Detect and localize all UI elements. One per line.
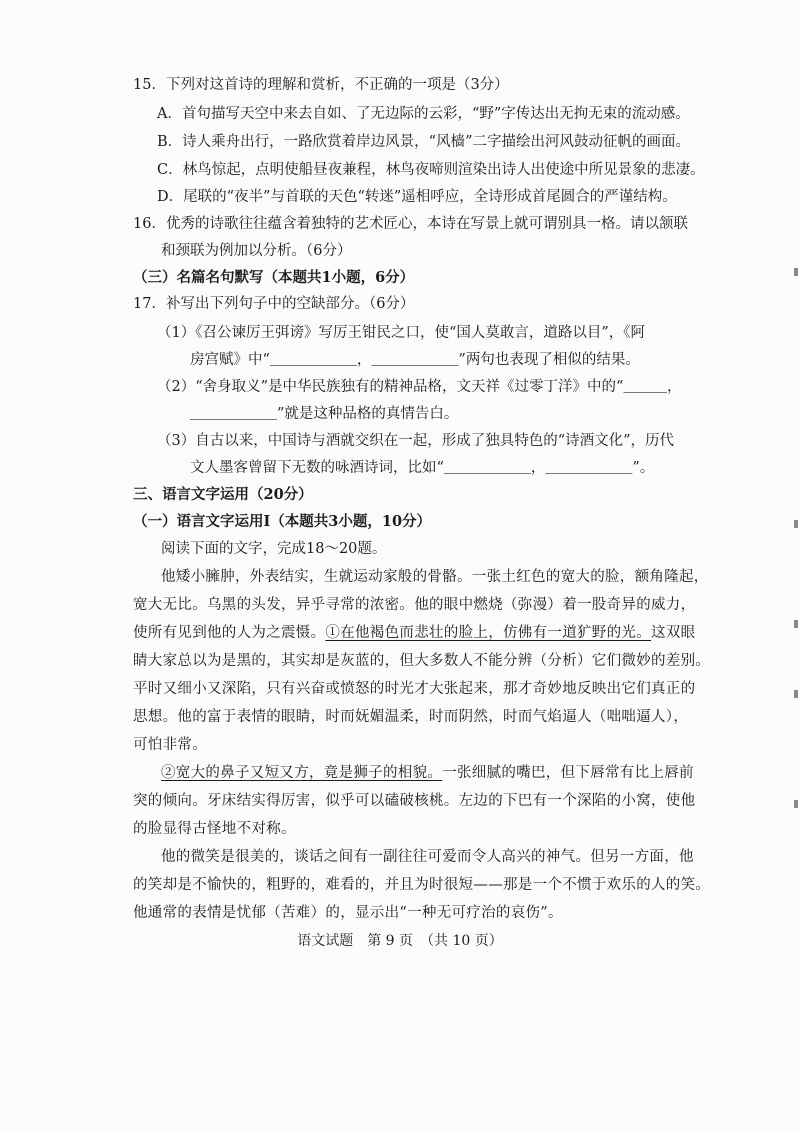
scan-mark bbox=[794, 800, 798, 808]
passage-p1-line3 bbox=[133, 622, 695, 644]
q15-option-b: B．诗人乘舟出行，一路欣赏着岸边风景，“风樯”二字描绘出河风鼓动征帆的画面。 bbox=[157, 134, 690, 150]
scan-mark bbox=[794, 268, 798, 276]
passage-p1-line5: 平时又细小又深陷，只有兴奋或愤怒的时光才大张起来，那才奇妙地反映出它们真正的 bbox=[133, 681, 696, 697]
passage-p1-line2: 宽大无比。乌黑的头发，异乎寻常的浓密。他的眼中燃烧（弥漫）着一股奇异的威力， bbox=[133, 597, 696, 613]
q17-stem: 17．补写出下列句子中的空缺部分。（6分） bbox=[133, 296, 415, 312]
passage-p2-line1 bbox=[161, 762, 694, 784]
part3-heading: 三、语言文字运用（20分） bbox=[133, 486, 313, 503]
scan-mark bbox=[794, 620, 798, 628]
scan-mark bbox=[794, 520, 798, 528]
underlined-sentence-2: ②宽大的鼻子又短又方，竟是狮子的相貌。 bbox=[161, 765, 443, 781]
q15-stem: 15．下列对这首诗的理解和赏析，不正确的一项是（3分） bbox=[133, 77, 509, 93]
passage-p2-line3: 的脸显得古怪地不对称。 bbox=[133, 821, 296, 837]
q15-option-d: D．尾联的“夜半”与首联的天色“转迷”遥相呼应，全诗形成首尾圆合的严谨结构。 bbox=[157, 189, 677, 205]
q17-p1-line2: 房宫赋》中“＿＿＿＿＿＿，＿＿＿＿＿＿”两句也表现了相似的结果。 bbox=[190, 352, 640, 368]
q17-p3-line2: 文人墨客曾留下无数的咏酒诗词，比如“＿＿＿＿＿＿，＿＿＿＿＿＿”。 bbox=[190, 460, 655, 476]
section3-heading: （三）名篇名句默写（本题共1小题，6分） bbox=[133, 269, 415, 286]
scan-mark bbox=[794, 690, 798, 698]
q17-p3-line1: （3）自古以来，中国诗与酒就交织在一起，形成了独具特色的“诗酒文化”，历代 bbox=[157, 433, 675, 449]
page-footer: 语文试题 第 9 页 （共 10 页） bbox=[297, 933, 503, 949]
reading-instruction: 阅读下面的文字，完成18～20题。 bbox=[161, 541, 387, 557]
passage-p3-line1: 他的微笑是很美的，谈话之间有一副往往可爱而令人高兴的神气。但另一方面，他 bbox=[161, 849, 694, 865]
passage-p1-line4: 睛大家总以为是黑的，其实却是灰蓝的，但大多数人不能分辨（分析）它们微妙的差别。 bbox=[133, 653, 711, 669]
q16-line2: 和颈联为例加以分析。（6分） bbox=[161, 243, 352, 259]
passage-p2-line1-end: 一张细腻的嘴巴，但下唇常有比上唇前 bbox=[442, 765, 694, 781]
passage-p3-line2: 的笑却是不愉快的，粗野的，难看的，并且为时很短——那是一个不惯于欢乐的人的笑。 bbox=[133, 877, 711, 893]
part3-sub1-heading: （一）语言文字运用Ⅰ（本题共3小题，10分） bbox=[133, 513, 432, 530]
passage-p1-line7: 可怕非常。 bbox=[133, 737, 207, 753]
passage-p1-line3-end: 这双眼 bbox=[651, 625, 696, 641]
underlined-sentence-1: ①在他褐色而悲壮的脸上，仿佛有一道犷野的光。 bbox=[325, 625, 652, 641]
q17-p2-line1: （2）“舍身取义”是中华民族独有的精神品格，文天祥《过零丁洋》中的“＿＿＿， bbox=[157, 379, 682, 395]
q17-p1-line1: （1）《召公谏厉王弭谤》写厉王钳民之口，使“国人莫敢言，道路以目”，《阿 bbox=[157, 325, 646, 341]
q16-line1: 16．优秀的诗歌往往蕴含着独特的艺术匠心，本诗在写景上就可谓别具一格。请以颔联 bbox=[133, 216, 688, 232]
q17-p2-line2: ＿＿＿＿＿＿”就是这种品格的真情告白。 bbox=[190, 406, 459, 422]
q15-option-c: C．林鸟惊起，点明使船昼夜兼程，林鸟夜啼则渲染出诗人出使途中所见景象的悲凄。 bbox=[157, 162, 705, 178]
passage-p1-line3-start: 使所有见到他的人为之震慑。 bbox=[133, 625, 326, 641]
q15-option-a: A．首句描写天空中来去自如、了无边际的云彩，“野”字传达出无拘无束的流动感。 bbox=[157, 106, 690, 122]
passage-p2-line2: 突的倾向。牙床结实得厉害，似乎可以磕破核桃。左边的下巴有一个深陷的小窝，使他 bbox=[133, 793, 696, 809]
passage-p1-line1: 他矮小臃肿，外表结实，生就运动家般的骨骼。一张土红色的宽大的脸，额角隆起， bbox=[161, 569, 709, 585]
passage-p1-line6: 思想。他的富于表情的眼睛，时而妩媚温柔，时而阴然，时而气焰逼人（咄咄逼人）， bbox=[133, 709, 689, 725]
passage-p3-line3: 他通常的表情是忧郁（苦难）的，显示出“一种无可疗治的哀伤”。 bbox=[133, 905, 563, 921]
